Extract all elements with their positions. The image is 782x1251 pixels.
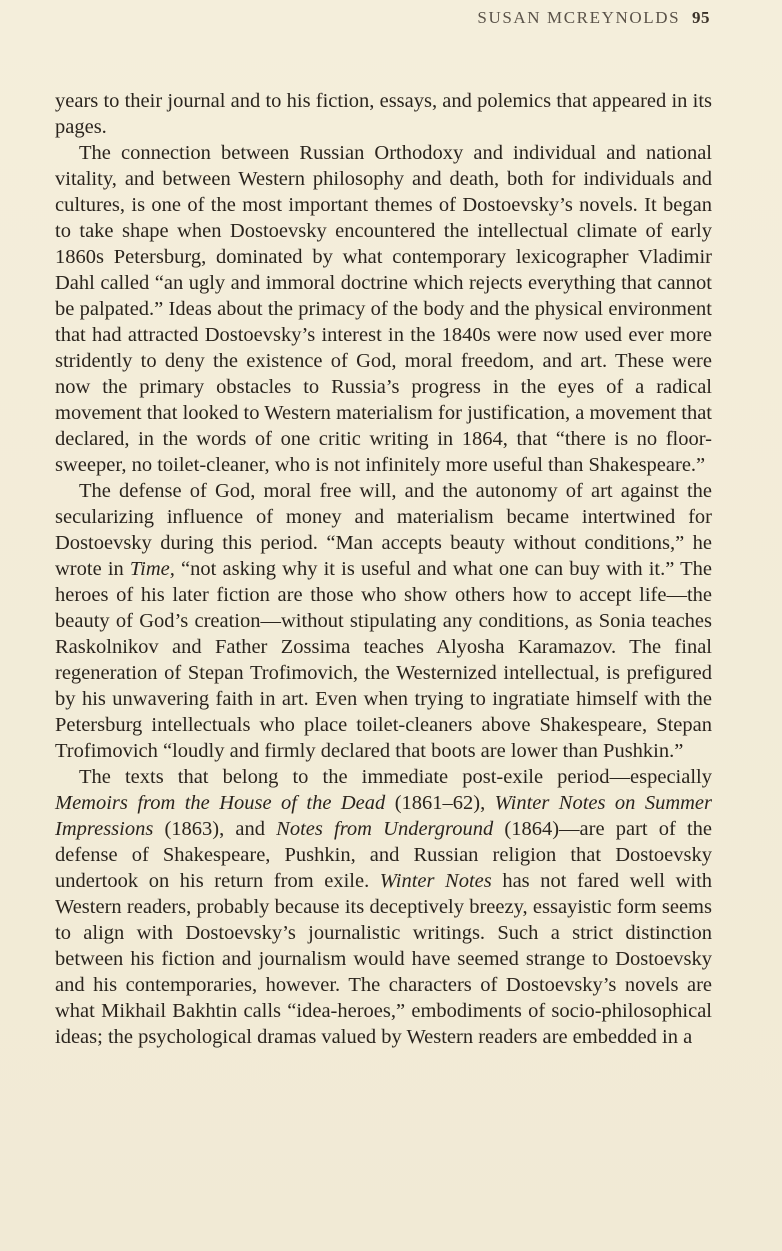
paragraph — [55, 88, 712, 140]
paragraph — [55, 140, 712, 478]
paragraph — [55, 764, 712, 1050]
text-run: (1863), and — [153, 818, 277, 840]
italic-title: Notes from Underground — [276, 818, 494, 840]
text-run: The defense of God, moral free will, and the autonomy of art against the secularizing influence of money and materialism became intertwined for Dostoevsky during this period. “Man accepts beauty without conditions,” he wrote in — [55, 480, 712, 580]
text-run: has not fared well with Western readers, probably because its deceptively breezy, essayistic form seems to align with Dostoevsky’s journalistic writings. Such a strict distinction between his fiction and journalism would have seemed strange to Dostoevsky and his contemporaries, however. The characters of Dostoevsky’s novels are what Mikhail Bakhtin calls “idea-heroes,” embodiments of socio-philosophical ideas; the psychological dramas valued by Western readers are embedded in a — [55, 870, 713, 1048]
text-run: “not asking why it is useful and what one can buy with it.” The heroes of his later fiction are those who show others how to accept life—the beauty of God’s creation—without stipulating any conditions, as Sonia teaches Raskolnikov and Father Zossima teaches Alyosha Karamazov. The final regeneration of Stepan Trofimovich, the Westernized intellectual, is prefigured by his unwavering faith in art. Even when trying to ingratiate himself with the Petersburg intellectuals who place toilet-cleaners above Shakespeare, Stepan Trofimovich “loudly and firmly declared that boots are lower than Pushkin.” — [55, 558, 712, 762]
text-run: The connection between Russian Orthodoxy and individual and national vitality, and between Western philosophy and death, both for individuals and cultures, is one of the most important themes of Dostoevsky’s novels. It began to take shape when Dostoevsky encountered the intellectual climate of early 1860s Petersburg, dominated by what contemporary lexicographer Vladimir Dahl called “an ugly and immoral doctrine which rejects everything that cannot be palpated.” Ideas about the primacy of the body and the physical environment that had attracted Dostoevsky’s interest in the 1840s were now used ever more stridently to deny the existence of God, moral freedom, and art. These were now the primary obstacles to Russia’s progress in the eyes of a radical movement that looked to Western materialism for justification, a movement that declared, in the words of one critic writing in 1864, that “there is no floor-sweeper, no toilet-cleaner, who is not infinitely more useful than Shakespeare.” — [55, 142, 712, 476]
text-run: (1864)—are part of the defense of Shakespeare, Pushkin, and Russian religion that Dostoevsky undertook on his return from exile. — [55, 818, 713, 892]
italic-title: Winter Notes on Summer Impressions — [55, 792, 713, 840]
author-name: SUSAN MCREYNOLDS — [477, 8, 681, 27]
italic-title: Winter Notes — [379, 870, 492, 892]
italic-title: Time, — [129, 558, 175, 580]
text-run: years to their journal and to his fiction, essays, and polemics that appeared in its pages. — [55, 90, 712, 138]
text-run: The texts that belong to the immediate post-exile period—especially — [79, 766, 712, 788]
paragraph — [55, 478, 712, 764]
text-run: (1861–62), — [385, 792, 495, 814]
italic-title: Memoirs from the House of the Dead — [55, 792, 386, 814]
running-head — [477, 8, 710, 28]
body-text — [55, 88, 712, 1050]
page-number: 95 — [692, 8, 710, 27]
